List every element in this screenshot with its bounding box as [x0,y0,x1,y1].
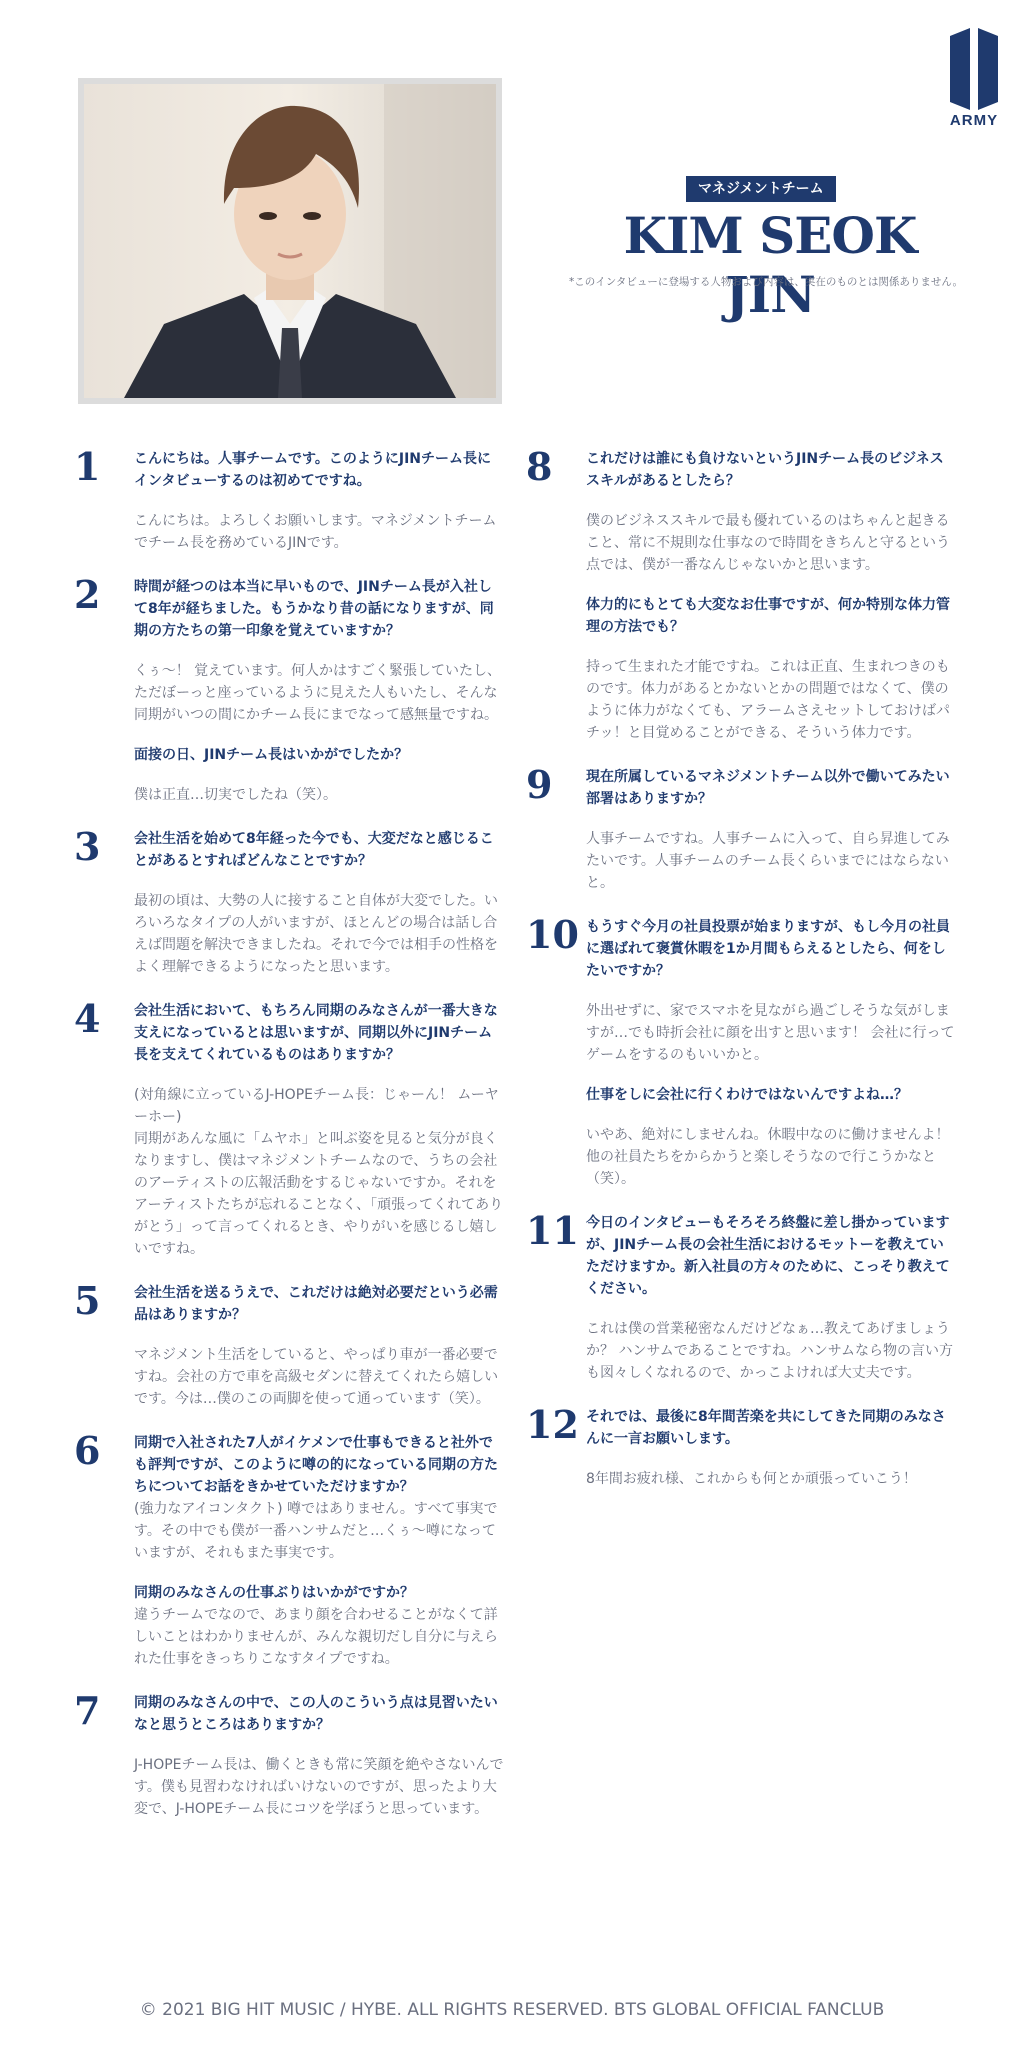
profile-photo [78,78,502,404]
copyright-footer: © 2021 BIG HIT MUSIC / HYBE. ALL RIGHTS RESERVED. BTS GLOBAL OFFICIAL FANCLUB [139,2000,885,2020]
qa-item [526,762,956,894]
question-number: 1 [74,444,101,489]
qa-item [526,912,956,1190]
disclaimer: *このインタビューに登場する人物および内容は、実在のものとは関係ありません。 [569,276,963,288]
qa-item [74,996,504,1260]
question: 会社生活を送るうえで、これだけは絶対必要だという必需品はありますか？ [134,1285,498,1323]
qa-item [526,1208,956,1384]
qa-item [526,1402,956,1490]
question-number: 6 [74,1428,101,1473]
page-title: KIM SEOK JIN [623,206,917,324]
question-number: 12 [526,1402,579,1447]
question: 会社生活において、もちろん同期のみなさんが一番大きな支えになっているとは思いますが、同期以外にJINチーム長を支えてくれているものはありますか？ [134,1003,498,1063]
question-number: 10 [526,912,579,957]
answer: これは僕の営業秘密なんだけどなぁ…教えてあげましょうか？ ハンサムであることですね。ハンサムなら物の言い方も図々しくなれるので、かっこよければ大丈夫です。 [586,1321,954,1381]
answer: マネジメント生活をしていると、やっぱり車が一番必要ですね。会社の方で車を高級セダンに替えてくれたら嬉しいです。今は…僕のこの両脚を使って通っています（笑）。 [134,1347,499,1407]
question-number: 7 [74,1688,101,1733]
question-number: 11 [526,1208,579,1253]
question-number: 9 [526,762,553,807]
answer: いやあ、絶対にしませんね。休暇中なのに働けませんよ！ 他の社員たちをからかうと楽しそうなので行こうかなと（笑）。 [586,1127,950,1187]
answer: 違うチームでなので、あまり顔を合わせることがなくて詳しいことはわかりませんが、みんな親切だし自分に与えられた仕事をきっちりこなすタイプですね。 [134,1607,498,1667]
question: 面接の日、JINチーム長はいかがでしたか？ [134,747,409,763]
question: 体力的にもとても大変なお仕事ですが、何か特別な体力管理の方法でも？ [586,597,950,635]
question-number: 8 [526,444,553,489]
answer: 僕のビジネススキルで最も優れているのはちゃんと起きること、常に不規則な仕事なので時間をきちんと守るという点では、僕が一番なんじゃないかと思います。 [586,513,950,573]
answer: こんにちは。よろしくお願いします。マネジメントチームでチーム長を務めているJINです。 [134,513,497,551]
interview-column-right [526,444,956,1512]
army-logo[interactable] [948,28,1000,138]
answer: 外出せずに、家でスマホを見ながら過ごしそうな気がしますが…でも時折会社に顔を出すと思います！ 会社に行ってゲームをするのもいいかと。 [586,1003,955,1063]
question-number: 5 [74,1278,101,1323]
qa-item [74,1688,504,1820]
army-logo-mark-icon [948,28,1000,110]
question: 時間が経つのは本当に早いもので、JINチーム長が入社して8年が経ちました。もうかなり昔の話になりますが、同期の方たちの第一印象を覚えていますか？ [134,579,494,639]
answer: 最初の頃は、大勢の人に接すること自体が大変でした。いろいろなタイプの人がいますが、ほとんどの場合は話し合えば問題を解決できましたね。それで今では相手の性格をよく理解できるようになったと思います。 [134,893,498,975]
qa-item [74,444,504,554]
question: 同期のみなさんの仕事ぶりはいかがですか？ [134,1585,414,1601]
question-number: 2 [74,572,101,617]
question: 同期で入社された7人がイケメンで仕事もできると社外でも評判ですが、このように噂の的になっている同期の方たちについてお話をきかせていただけますか？ [134,1435,498,1495]
team-badge: マネジメントチーム [686,176,836,202]
qa-item [74,572,504,806]
question-number: 3 [74,824,101,869]
qa-item [74,1428,504,1670]
question: 同期のみなさんの中で、この人のこういう点は見習いたいなと思うところはありますか？ [134,1695,498,1733]
question: 今日のインタビューもそろそろ終盤に差し掛かっていますが、JINチーム長の会社生活におけるモットーを教えていただけますか。新入社員の方々のために、こっそり教えてください。 [586,1215,950,1297]
answer: J-HOPEチーム長は、働くときも常に笑顔を絶やさないんです。僕も見習わなければいけないのですが、思ったより大変で、J-HOPEチーム長にコツを学ぼうと思っています。 [134,1757,504,1817]
answer: 8年間お疲れ様、これからも何とか頑張っていこう！ [586,1471,917,1487]
portrait-image [84,84,496,398]
question: 現在所属しているマネジメントチーム以外で働いてみたい部署はありますか？ [586,769,950,807]
question-number: 4 [74,996,101,1041]
answer: (強力なアイコンタクト) 噂ではありません。すべて事実です。その中でも僕が一番ハンサムだと…くぅ〜噂になっていますが、それもまた事実です。 [134,1501,498,1561]
answer: 持って生まれた才能ですね。これは正直、生まれつきのものです。体力があるとかないとかの問題ではなくて、僕のように体力がなくても、アラームさえセットしておけばパチッ！と目覚めることができる、そういう体力です。 [586,659,950,741]
question: こんにちは。人事チームです。このようにJINチーム長にインタビューするのは初めてですね。 [134,451,492,489]
qa-item [74,1278,504,1410]
answer: (対角線に立っているJ-HOPEチーム長：じゃーん！ ムーヤーホー) 同期があんな風に「ムヤホ」と叫ぶ姿を見ると気分が良くなりますし、僕はマネジメントチームなので、うちの会社のアーティストの広報活動をするじゃないですか。それをアーティストたちが忘れることなく、「頑張ってくれてありがとう」って言ってくれるとき、やりがいを感じるし嬉しいですね。 [134,1087,504,1257]
question: もうすぐ今月の社員投票が始まりますが、もし今月の社員に選ばれて褒賞休暇を1か月間もらえるとしたら、何をしたいですか？ [586,919,950,979]
question: それでは、最後に8年間苦楽を共にしてきた同期のみなさんに一言お願いします。 [586,1409,946,1447]
answer: 人事チームですね。人事チームに入って、自ら昇進してみたいです。人事チームのチーム長くらいまでにはならないと。 [586,831,950,891]
question: 仕事をしに会社に行くわけではないんですよね…？ [586,1087,908,1103]
qa-item [74,824,504,978]
qa-item [526,444,956,744]
question: これだけは誰にも負けないというJINチーム長のビジネススキルがあるとしたら？ [586,451,944,489]
logo-text: ARMY [949,112,999,129]
interview-column-left [74,444,504,1842]
question: 会社生活を始めて8年経った今でも、大変だなと感じることがあるとすればどんなことですか？ [134,831,494,869]
answer: くぅ〜！ 覚えています。何人かはすごく緊張していたし、ただぼーっと座っているように見えた人もいたし、そんな同期がいつの間にかチーム長にまでなって感無量ですね。 [134,663,502,723]
answer: 僕は正直…切実でしたね（笑）。 [134,787,337,803]
